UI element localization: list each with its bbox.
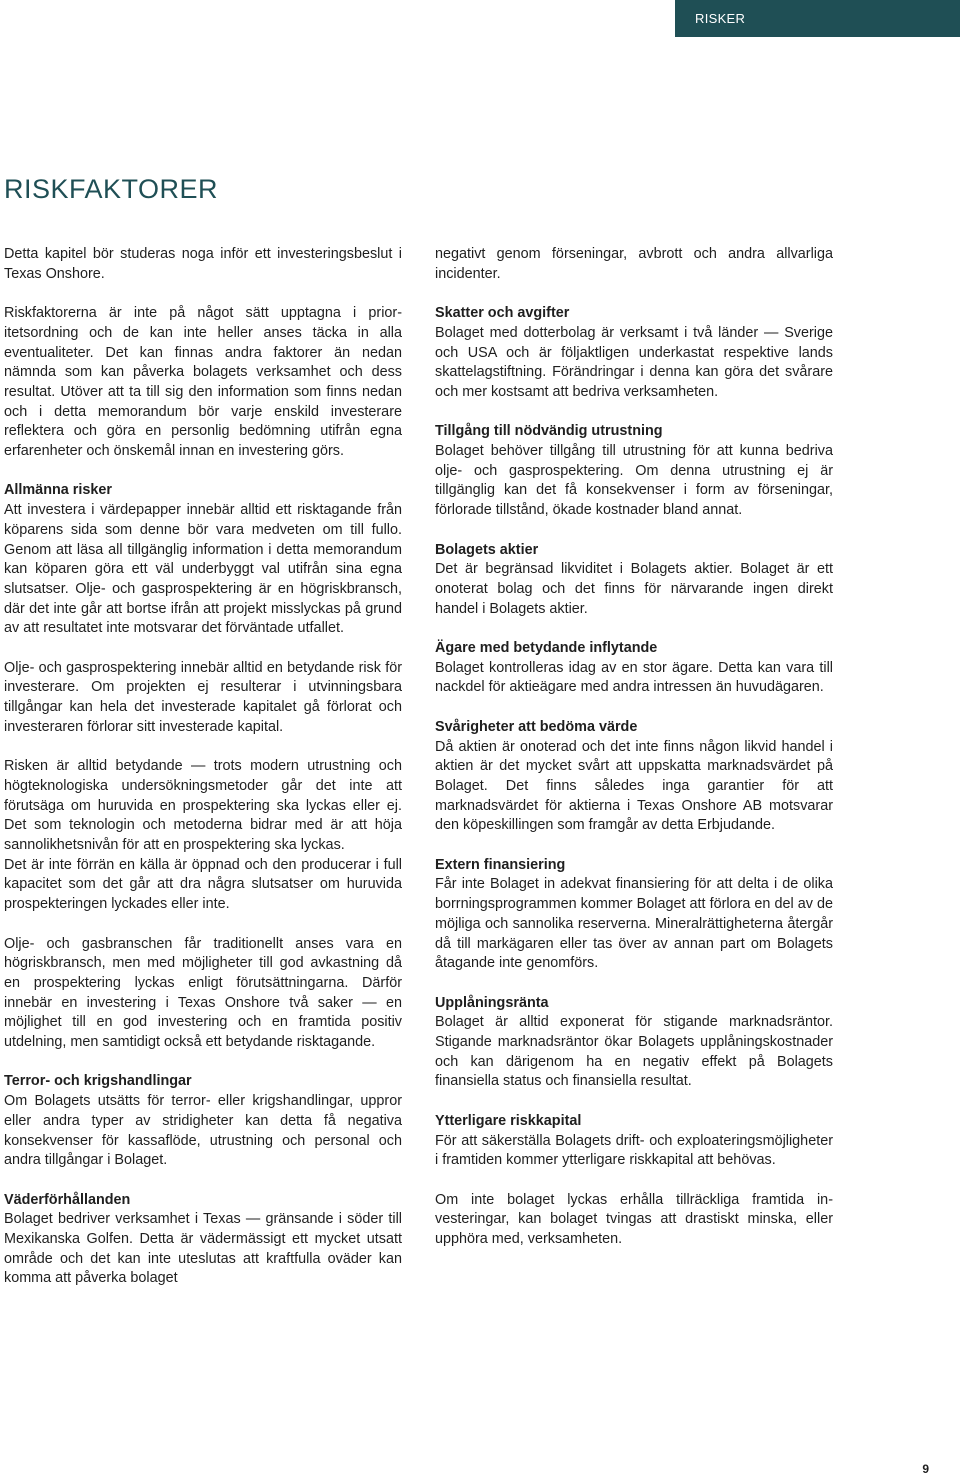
paragraph: Bolaget bedriver verksamhet i Texas — gränsande i söder till Mexikanska Golfen. Detta är vädermässigt ett mycket utsatt område och det kan inte uteslutas att kraftfulla oväder kan komma att påverka bolaget — [4, 1211, 402, 1287]
paragraph: Bolaget behöver tillgång till utrustning för att kunna bedriva olje- och gasprospektering. Om denna utrustning ej är tillgänglig kan det få konsekvenser i form av förseningar, förlorade tillstånd, ökade kostnader bland annat. — [435, 443, 833, 519]
section-heading-tillgang: Tillgång till nödvändig utrustning — [435, 423, 663, 440]
paragraph: Det är inte förrän en källa är öppnad och den producerar i full kapacitet som det går att dra några slutsatser om huruvida prospekteringen lyckades eller inte. — [4, 856, 402, 913]
paragraph: Olje- och gasprospektering innebär alltid en betydande risk för investerare. Om projekten ej resulterar i utvinningsbara tillgångar kan hela det investerade kapitalet gå förlorat och investeraren förlorar sitt investerade kapital. — [4, 659, 402, 735]
paragraph: Får inte Bolaget in adekvat finansiering för att delta i de olika borrningsprogrammen kommer Bolaget att förlora en del av de möjliga och sannolika reserverna. Mineralrättigheterna återgår då till markägaren eller tas över av annan part om Bolagets åtagande inte genomförs. — [435, 876, 833, 972]
page-title: RISKFAKTORER — [4, 174, 219, 204]
section-heading-vader: Väderförhållanden — [4, 1191, 131, 1208]
intro-paragraph: Detta kapitel bör studeras noga inför ett investeringsbeslut i Texas Onshore. — [4, 246, 402, 282]
paragraph: Det är begränsad likviditet i Bolagets aktier. Bolaget är ett onoterat bolag och det finns för närvarande ingen direkt handel i Bolagets aktier. — [435, 561, 833, 617]
section-heading-svarigheter: Svårigheter att bedöma värde — [435, 718, 638, 735]
paragraph: För att säkerställa Bolagets drift- och exploateringsmöjligheter i framtiden kommer ytterligare riskkapital att behövas. — [435, 1132, 833, 1169]
paragraph: negativt genom förseningar, avbrott och andra allvarliga incidenter. — [435, 246, 833, 282]
section-tab-label: RISKER — [695, 11, 746, 26]
paragraph: Bolaget är alltid exponerat för stigande marknadsräntor. Stigande marknadsräntor ökar Bolagets upplåningskostnader och kan därigenom ha en negativ effekt på Bolagets finansiella status och finansiella resultat. — [435, 1014, 833, 1090]
section-heading-allmanna-risker: Allmänna risker — [4, 482, 112, 499]
section-heading-aktier: Bolagets aktier — [435, 541, 539, 558]
paragraph: Om Bolagets utsätts för terror- eller krigshandlingar, uppror eller andra typer av stridigheter kan detta få negativa konsekvenser för kassaflöde, utrustning och personal och andra tillgångar i Bolaget. — [4, 1093, 402, 1169]
paragraph: Riskfaktorerna är inte på något sätt upptagna i prioritetsordning och de kan inte heller anses täcka in alla eventualiteter. Det kan finnas andra faktorer än nedan nämnda som kan påverka bolagets verksamhet och dess resultat. Utöver att ta till sig den information som finns nedan och i detta memorandum bör varje enskild investerare reflektera och göra en personlig bedömning utifrån egna erfarenheter och önskemål innan en investering görs. — [4, 305, 402, 460]
section-heading-ytterligare: Ytterligare riskkapital — [435, 1112, 582, 1129]
paragraph: Bolaget kontrolleras idag av en stor ägare. Detta kan vara till nackdel för aktieägare med andra intressen än huvudägaren. — [435, 659, 833, 696]
paragraph: Att investera i värdepapper innebär alltid ett risktagande från köparens sida som denne bör vara medveten om till fullo. Genom att läsa all tillgänglig information i detta memorandum kan köparen göra ett väl underbyggt val utifrån sina egna slutsatser. Olje- och gasprospektering är en högriskbransch, där det inte går att bortse ifrån att projekt misslyckas på grund av att resultatet inte motsvarar det förväntade utfallet. — [4, 502, 402, 637]
section-heading-upplaning: Upplåningsränta — [435, 994, 549, 1011]
paragraph: Olje- och gasbranschen får traditionellt anses vara en högriskbransch, men med möjligheter till god avkastning då en prospektering lyckas enligt förutsättningarna. Därför innebär en investering i Texas Onshore två saker — en möjlighet till en god investering och en framtida positiv utdelning, men samtidigt också ett betydande risktagande. — [4, 935, 402, 1051]
section-tab — [675, 0, 960, 37]
page-number: 9 — [922, 1462, 929, 1476]
right-column — [435, 245, 833, 1269]
section-heading-terror: Terror- och krigshandlingar — [4, 1073, 192, 1090]
paragraph: Om inte bolaget lyckas erhålla tillräckliga framtida investeringar, kan bolaget tvingas att drastiskt minska, eller upphöra med, verksamheten. — [435, 1191, 833, 1248]
section-heading-agare: Ägare med betydande inflytande — [435, 640, 658, 656]
paragraph: Bolaget med dotterbolag är verksamt i två länder — Sverige och USA och är följaktligen underkastat respektive lands skattelagstiftning. Förändringar i denna kan göra det svårare och mer kostsamt att bedriva verksamheten. — [435, 324, 833, 400]
section-heading-skatter: Skatter och avgifter — [435, 305, 570, 322]
paragraph: Risken är alltid betydande — trots modern utrustning och högteknologiska undersökningsmetoder går det inte att förutsäga om huruvida en prospektering ska lyckas eller ej. Det som teknologin och metoderna bidrar med är att höja sannolikhetsnivån för att en prospektering ska lyckas. — [4, 758, 402, 854]
paragraph: Då aktien är onoterad och det inte finns någon likvid handel i aktien är det mycket svårt att uppskatta marknadsvärdet på Bolaget. Det finns således inga garantier för att marknadsvärdet för aktierna i Texas Onshore AB motsvarar den köpeskillingen som framgår av detta Erbjudande. — [435, 738, 833, 834]
left-column — [4, 245, 402, 1309]
section-heading-extern: Extern finansiering — [435, 856, 566, 873]
